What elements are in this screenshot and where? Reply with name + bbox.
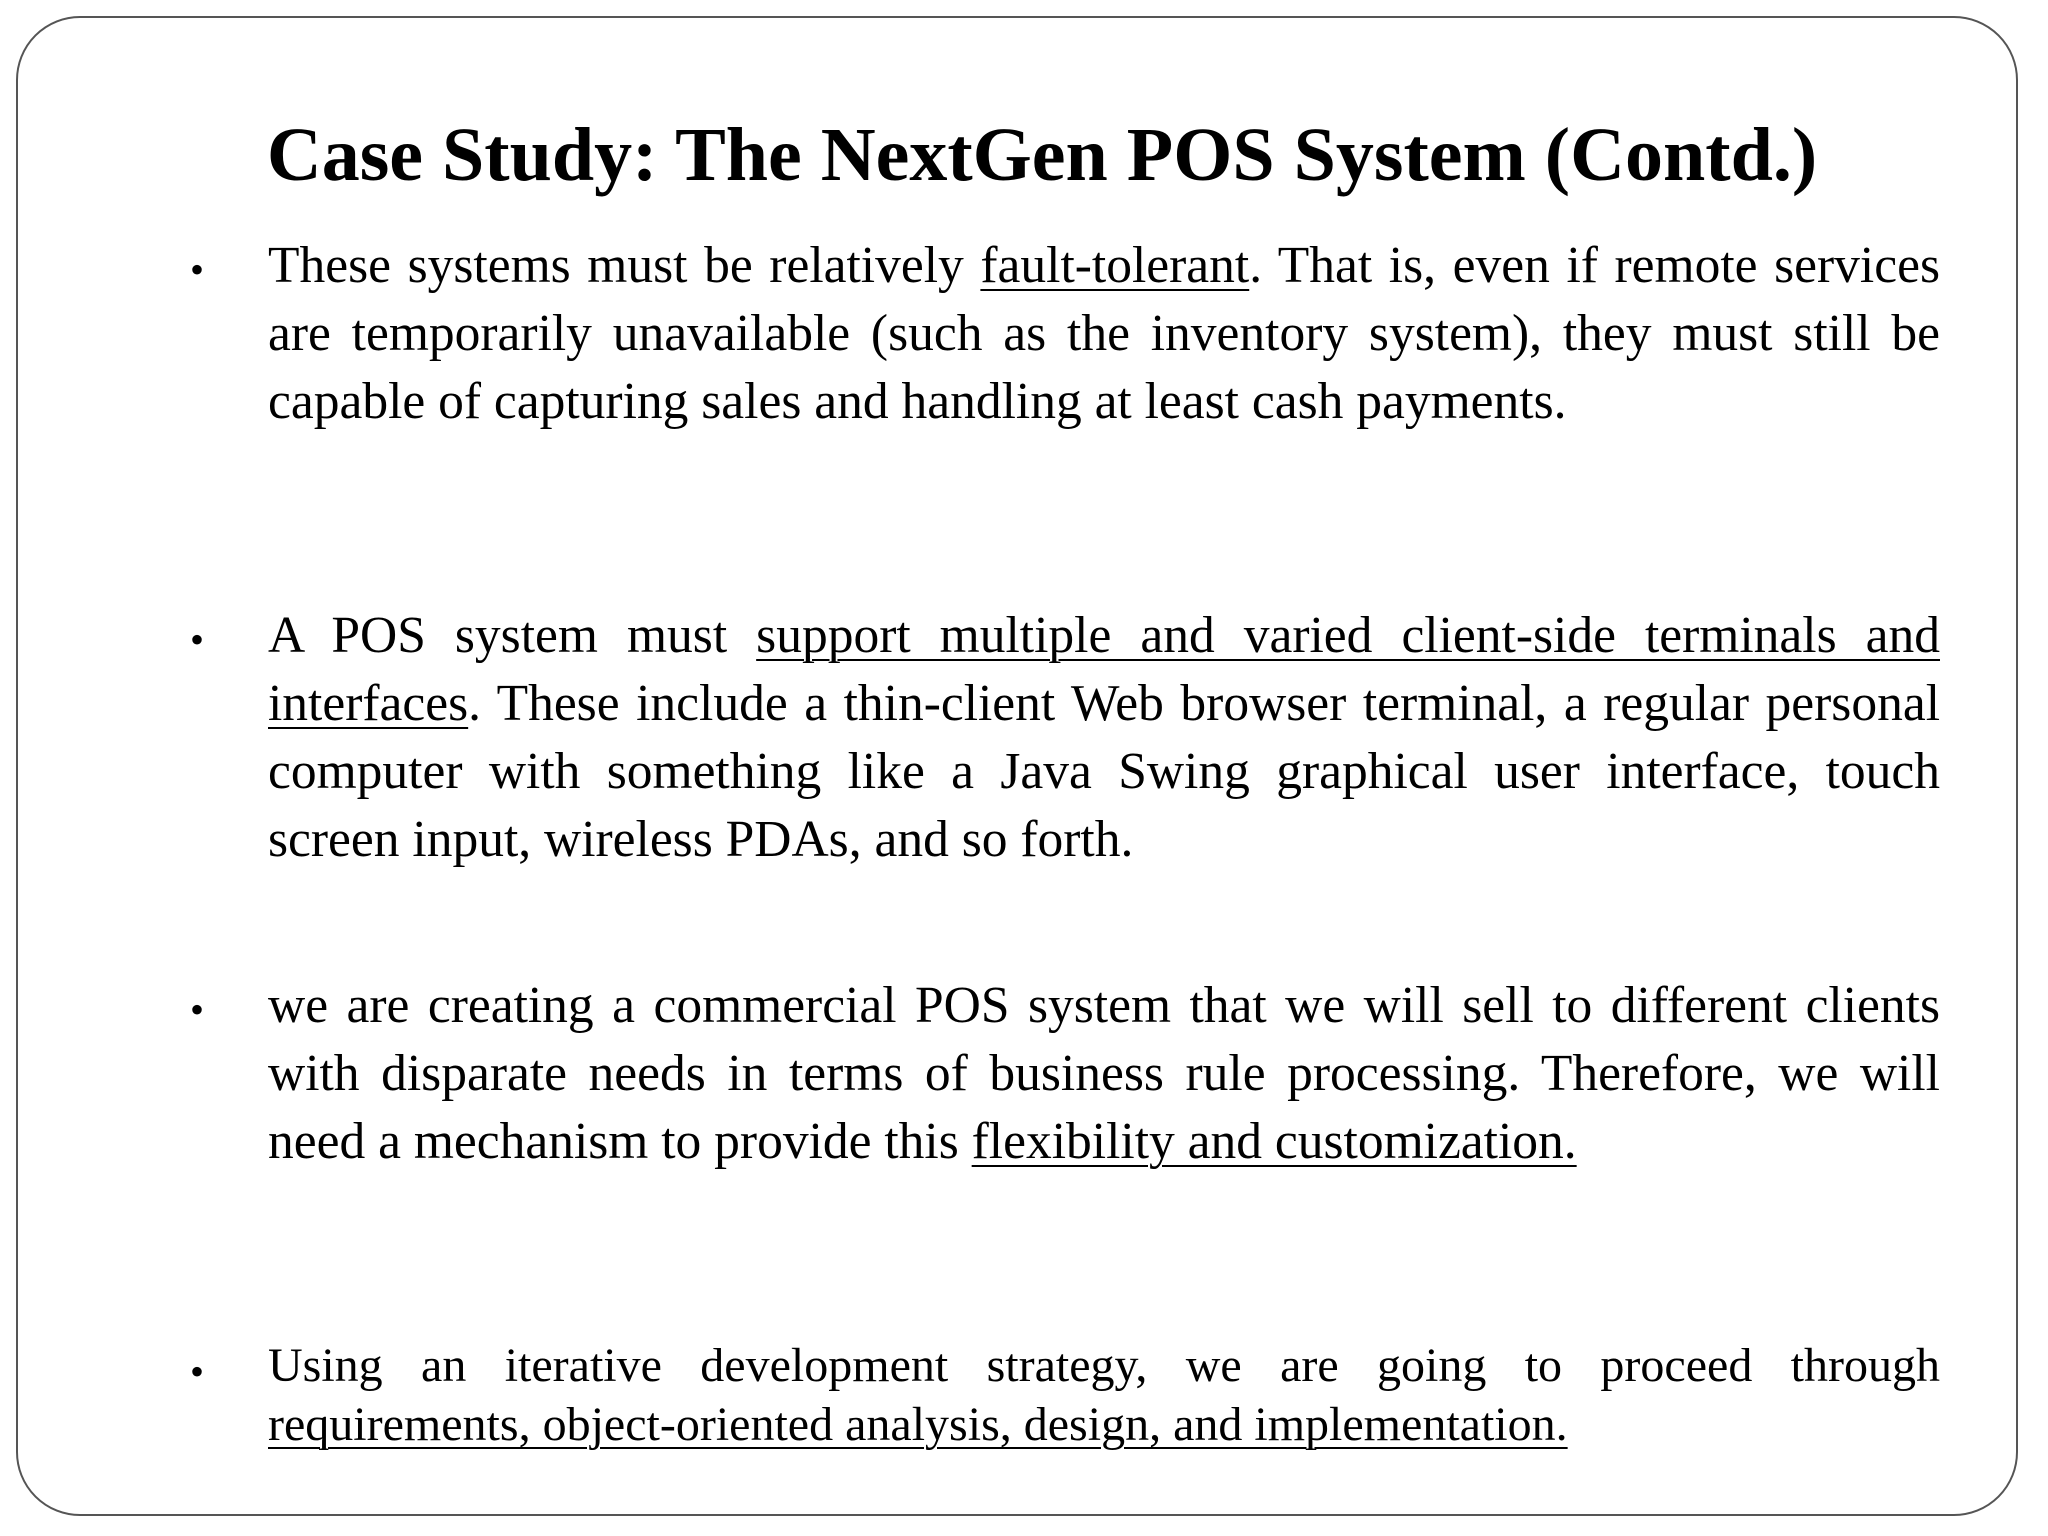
- slide-title: Case Study: The NextGen POS System (Contd.): [266, 113, 1818, 197]
- bullet-dot: •: [190, 617, 205, 662]
- bullet-4-text: Using an iterative development strategy, we are going to proceed through requirements, object-oriented analysis, design, and implementation.: [268, 1339, 1940, 1451]
- bullet-2-text: A POS system must support multiple and varied client-side terminals and interfaces. These include a thin-client Web browser terminal, a regular personal computer with something like a Java Swing graphical user interface, touch screen input, wireless PDAs, and so forth.: [268, 607, 1940, 868]
- bullet-dot: •: [190, 987, 205, 1032]
- bullet-dot: •: [190, 247, 205, 292]
- underline-flexibility: flexibility and customization.: [971, 1113, 1577, 1170]
- bullet-1-text: These systems must be relatively fault-tolerant. That is, even if remote services are temporarily unavailable (such as the inventory system), they must still be capable of capturing sales and handling at least cash payments.: [268, 237, 1940, 430]
- bullet-3-text: we are creating a commercial POS system that we will sell to different clients with disparate needs in terms of business rule processing. Therefore, we will need a mechanism to provide this flexibility and customization.: [268, 977, 1940, 1170]
- underline-fault-tolerant: fault-tolerant: [980, 237, 1250, 294]
- underline-support-multiple: support multiple and varied client-side terminals and interfaces: [268, 607, 1940, 732]
- bullet-dot: •: [190, 1349, 205, 1394]
- underline-requirements: requirements, object-oriented analysis, design, and implementation.: [268, 1398, 1568, 1451]
